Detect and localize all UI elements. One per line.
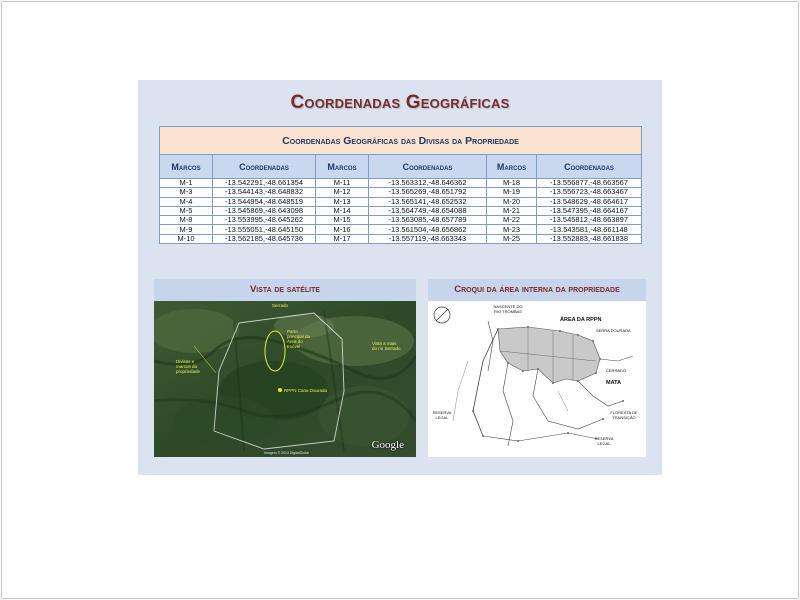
- marco-cell: M-20: [487, 197, 537, 206]
- marco-cell: M-22: [487, 216, 537, 225]
- coordinate-cell: -13.542291,-48.661354: [213, 179, 316, 188]
- table-row: [160, 216, 642, 225]
- column-header: Coordenadas: [369, 155, 487, 179]
- coordinates-table: [159, 126, 642, 244]
- sketch-label-mata: MATA: [606, 380, 622, 386]
- satellite-label-neighbor: Vista a mais do rio Serrado: [372, 341, 401, 351]
- marco-cell: M-21: [487, 206, 537, 215]
- coordinate-cell: -13.545812,-48.663897: [537, 216, 642, 225]
- column-header: Marcos: [487, 155, 537, 179]
- sketch-label-reserva-left: RESERVA LEGAL: [432, 410, 452, 420]
- column-header: Coordenadas: [537, 155, 642, 179]
- sketch-label-nascente: NASCENTE DO RIO TROMBAS: [493, 304, 523, 314]
- marco-cell: M-10: [160, 234, 213, 243]
- marco-cell: M-4: [160, 197, 213, 206]
- coordinate-cell: -13.565141,-48.652532: [369, 197, 487, 206]
- satellite-image: [154, 301, 416, 457]
- coordinate-cell: -13.556877,-48.663567: [537, 179, 642, 188]
- satellite-terrain: [154, 301, 416, 457]
- coordinates-table-wrap: [159, 126, 641, 244]
- marco-cell: M-12: [316, 188, 369, 197]
- coordinate-cell: -13.562185,-48.645736: [213, 234, 316, 243]
- marco-cell: M-16: [316, 225, 369, 234]
- coordinate-cell: -13.548629,-48.664617: [537, 197, 642, 206]
- coordinate-cell: -13.563312,-48.646362: [369, 179, 487, 188]
- satellite-label-top: Serrado: [272, 303, 289, 308]
- column-header: Marcos: [160, 155, 213, 179]
- marco-cell: M-23: [487, 225, 537, 234]
- marco-cell: M-25: [487, 234, 537, 243]
- satellite-credit: Imagem © 2013 DigitalGlobe: [264, 451, 309, 455]
- table-row: [160, 197, 642, 206]
- sketch-label-cerrado: CERRADO: [606, 368, 627, 373]
- marco-cell: M-17: [316, 234, 369, 243]
- coordinate-cell: -13.564749,-48.654088: [369, 206, 487, 215]
- coordinate-cell: -13.547395,-48.664167: [537, 206, 642, 215]
- table-row: [160, 188, 642, 197]
- marco-cell: M-5: [160, 206, 213, 215]
- table-row: [160, 206, 642, 215]
- satellite-panel-title: Vista de satélite: [154, 279, 416, 301]
- google-logo: Google: [371, 439, 404, 451]
- coordinate-cell: -13.544143,-48.648832: [213, 188, 316, 197]
- coordinate-cell: -13.552883,-48.661838: [537, 234, 642, 243]
- satellite-label-main: Parte principal da Área do Imóvel: [287, 329, 311, 349]
- coordinate-cell: -13.553995,-48.645262: [213, 216, 316, 225]
- sketch-label-area-rppn: ÁREA DA RPPN: [560, 317, 602, 323]
- satellite-label-site: RPPN Cana Dourada: [284, 388, 328, 393]
- sketch-label-reserva-right: RESERVA LEGAL: [594, 436, 614, 446]
- coordinate-cell: -13.565269,-48.651792: [369, 188, 487, 197]
- coordinate-cell: -13.545869,-48.643098: [213, 206, 316, 215]
- marco-cell: M-14: [316, 206, 369, 215]
- marco-cell: M-3: [160, 188, 213, 197]
- table-row: [160, 179, 642, 188]
- marco-cell: M-9: [160, 225, 213, 234]
- coordinate-cell: -13.556723,-48.663467: [537, 188, 642, 197]
- sketch-label-serra: SERRA DOURADA: [596, 328, 631, 333]
- sketch-drawing: [428, 301, 646, 457]
- marco-cell: M-19: [487, 188, 537, 197]
- sketch-map: [428, 301, 646, 457]
- table-row: [160, 234, 642, 243]
- coordinate-cell: -13.561504,-48.656862: [369, 225, 487, 234]
- coordinate-cell: -13.543581,-48.661148: [537, 225, 642, 234]
- table-caption: Coordenadas Geográficas das Divisas da Propriedade: [160, 127, 642, 155]
- coordinate-cell: -13.544954,-48.648519: [213, 197, 316, 206]
- marco-cell: M-15: [316, 216, 369, 225]
- sketch-label-floresta: FLORESTA DE TRANSIÇÃO: [610, 410, 638, 420]
- marco-cell: M-1: [160, 179, 213, 188]
- coordinate-cell: -13.557119,-48.663343: [369, 234, 487, 243]
- slide-title: Coordenadas Geográficas: [290, 92, 510, 113]
- table-row: [160, 225, 642, 234]
- sketch-panel-title: Croqui da área interna da propriedade: [428, 279, 646, 301]
- marco-cell: M-11: [316, 179, 369, 188]
- column-header: Coordenadas: [213, 155, 316, 179]
- slide: [138, 80, 662, 475]
- marco-cell: M-18: [487, 179, 537, 188]
- marco-cell: M-8: [160, 216, 213, 225]
- coordinate-cell: -13.563085,-48.657789: [369, 216, 487, 225]
- satellite-label-divisas: Divisas e marcos da propriedade: [176, 359, 201, 374]
- marco-cell: M-13: [316, 197, 369, 206]
- column-header: Marcos: [316, 155, 369, 179]
- coordinate-cell: -13.555051,-48.645150: [213, 225, 316, 234]
